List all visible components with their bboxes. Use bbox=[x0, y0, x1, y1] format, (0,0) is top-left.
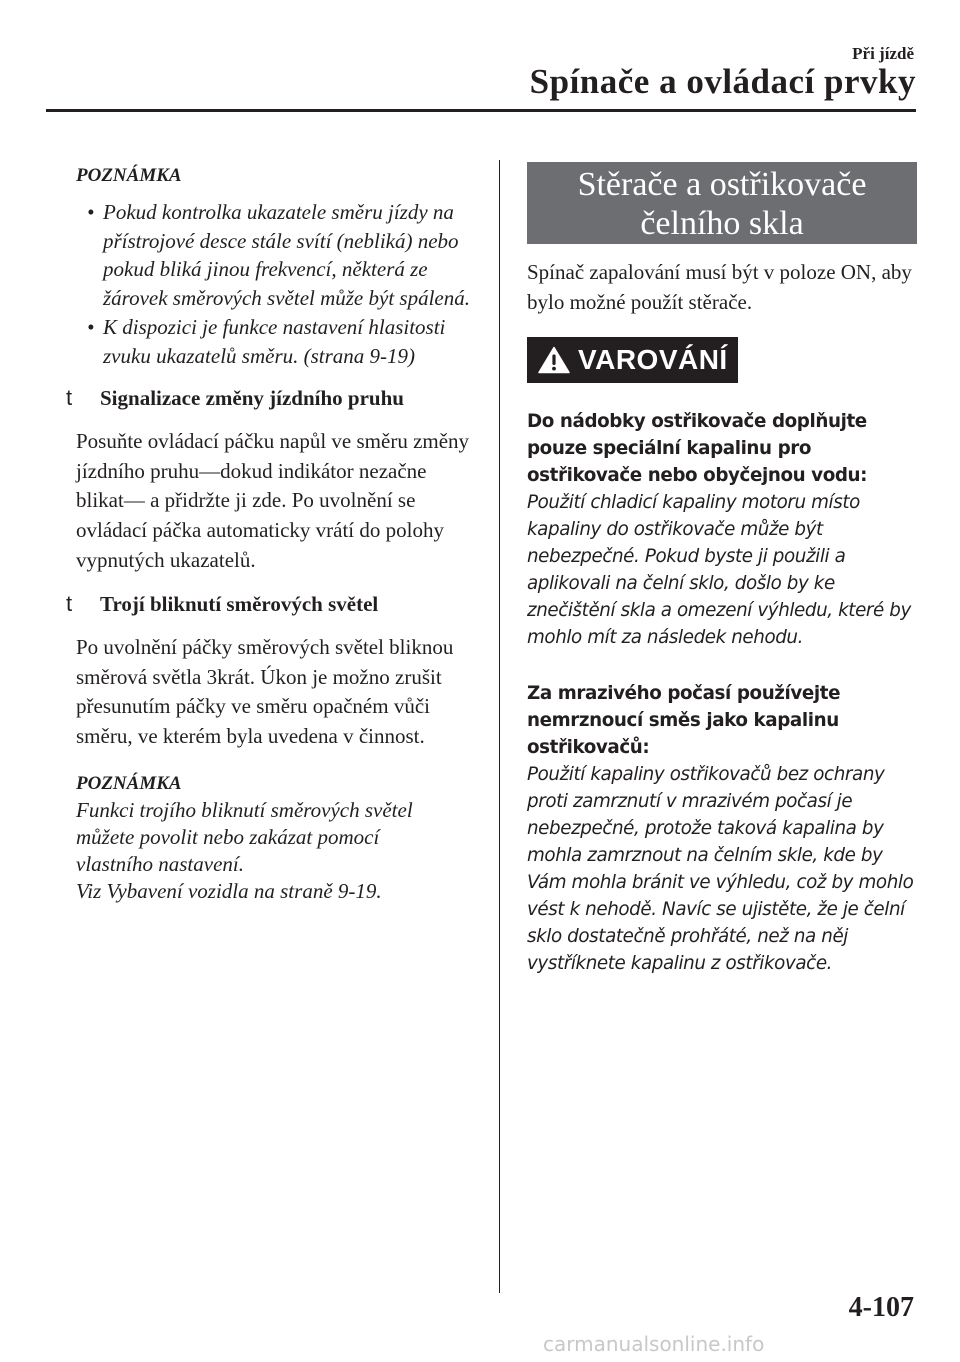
section-title-line: čelního skla bbox=[640, 205, 804, 242]
note-text-line: Funkci trojího bliknutí směrových světel bbox=[76, 797, 413, 822]
note-block bbox=[76, 770, 476, 905]
note-title: POZNÁMKA bbox=[76, 165, 182, 186]
warning-heading: Do nádobky ostřikovače doplňujte pouze speciální kapalinu pro ostřikovače nebo obyčejnou vodu: bbox=[527, 411, 868, 487]
left-column bbox=[66, 162, 476, 905]
warning-badge bbox=[527, 337, 738, 383]
warning-text: Použití kapaliny ostřikovačů bez ochrany proti zamrznutí v mrazivém počasí je nebezpečné, protože taková kapalina by mohla zamrznout na čelním skle, kde by Vám mohla bránit ve výhledu, což by mohlo vést k nehodě. Navíc se ujistěte, že je čelní sklo dostatečně prohřáté, než na něj vystříknete kapalinu z ostřikovače. bbox=[527, 764, 914, 975]
note-item-text: K dispozici je funkce nastavení hlasitosti zvuku ukazatelů směru. (strana 9-19) bbox=[103, 314, 446, 368]
note-list-item bbox=[76, 313, 476, 370]
intro-paragraph: Spínač zapalování musí být v poloze ON, aby bylo možné použít stěrače. bbox=[527, 260, 912, 314]
warning-block bbox=[527, 680, 917, 977]
section-heading-text: Signalizace změny jízdního pruhu bbox=[100, 386, 404, 411]
warning-heading: Za mrazivého počasí používejte nemrznoucí směs jako kapalinu ostřikovačů: bbox=[527, 683, 841, 759]
note-text-line: vlastního nastavení. bbox=[76, 851, 244, 876]
note-list-item bbox=[76, 198, 476, 313]
section-paragraph: Po uvolnění páčky směrových světel bliknou směrová světla 3krát. Úkon je možno zrušit přesunutím páčky ve směru opačném vůči směru, ve kterém byla uvedena v činnost. bbox=[76, 635, 454, 748]
section-title-box bbox=[527, 162, 917, 244]
chapter-label: Při jízdě bbox=[852, 44, 914, 63]
section-marker-icon: t bbox=[66, 591, 73, 617]
section-marker-icon: t bbox=[66, 385, 73, 411]
page-number: 4-107 bbox=[848, 1292, 914, 1323]
section-heading-text: Trojí bliknutí směrových světel bbox=[100, 592, 379, 617]
note-title: POZNÁMKA bbox=[76, 772, 182, 794]
section-title-line: Stěrače a ostřikovače bbox=[577, 166, 867, 203]
watermark: carmanualsonline.info bbox=[543, 1332, 765, 1356]
warning-label: VAROVÁNÍ bbox=[578, 344, 728, 376]
section-heading bbox=[66, 590, 476, 618]
page-title: Spínače a ovládací prvky bbox=[529, 62, 916, 101]
note-list bbox=[76, 198, 476, 370]
column-divider bbox=[499, 160, 500, 1293]
note-text-line: můžete povolit nebo zakázat pomocí bbox=[76, 824, 380, 849]
bullet-icon: • bbox=[87, 314, 95, 339]
warning-triangle-icon bbox=[538, 346, 570, 374]
right-column bbox=[527, 162, 917, 977]
bullet-icon: • bbox=[87, 200, 95, 224]
section-paragraph: Posuňte ovládací páčku napůl ve směru změny jízdního pruhu—dokud indikátor nezačne blikat— a přidržte ji zde. Po uvolnění se ovládací páčka automaticky vrátí do polohy vypnutých ukazatelů. bbox=[76, 429, 470, 572]
warning-text: Použití chladicí kapaliny motoru místo kapaliny do ostřikovače může být nebezpečné. Pokud byste ji použili a aplikovali na čelní sklo, došlo by ke znečištění skla a omezení výhledu, které by mohlo mít za následek nehodu. bbox=[527, 492, 911, 649]
note-item-text: Pokud kontrolka ukazatele směru jízdy na přístrojové desce stále svítí (nebliká) nebo pokud bliká jinou frekvencí, některá ze žárovek směrových světel může být spálená. bbox=[103, 200, 470, 311]
header-divider bbox=[46, 109, 916, 112]
warning-block bbox=[527, 408, 917, 651]
note-text-line: Viz Vybavení vozidla na straně 9-19. bbox=[76, 878, 382, 903]
section-heading bbox=[66, 384, 476, 412]
note-block bbox=[76, 162, 476, 370]
